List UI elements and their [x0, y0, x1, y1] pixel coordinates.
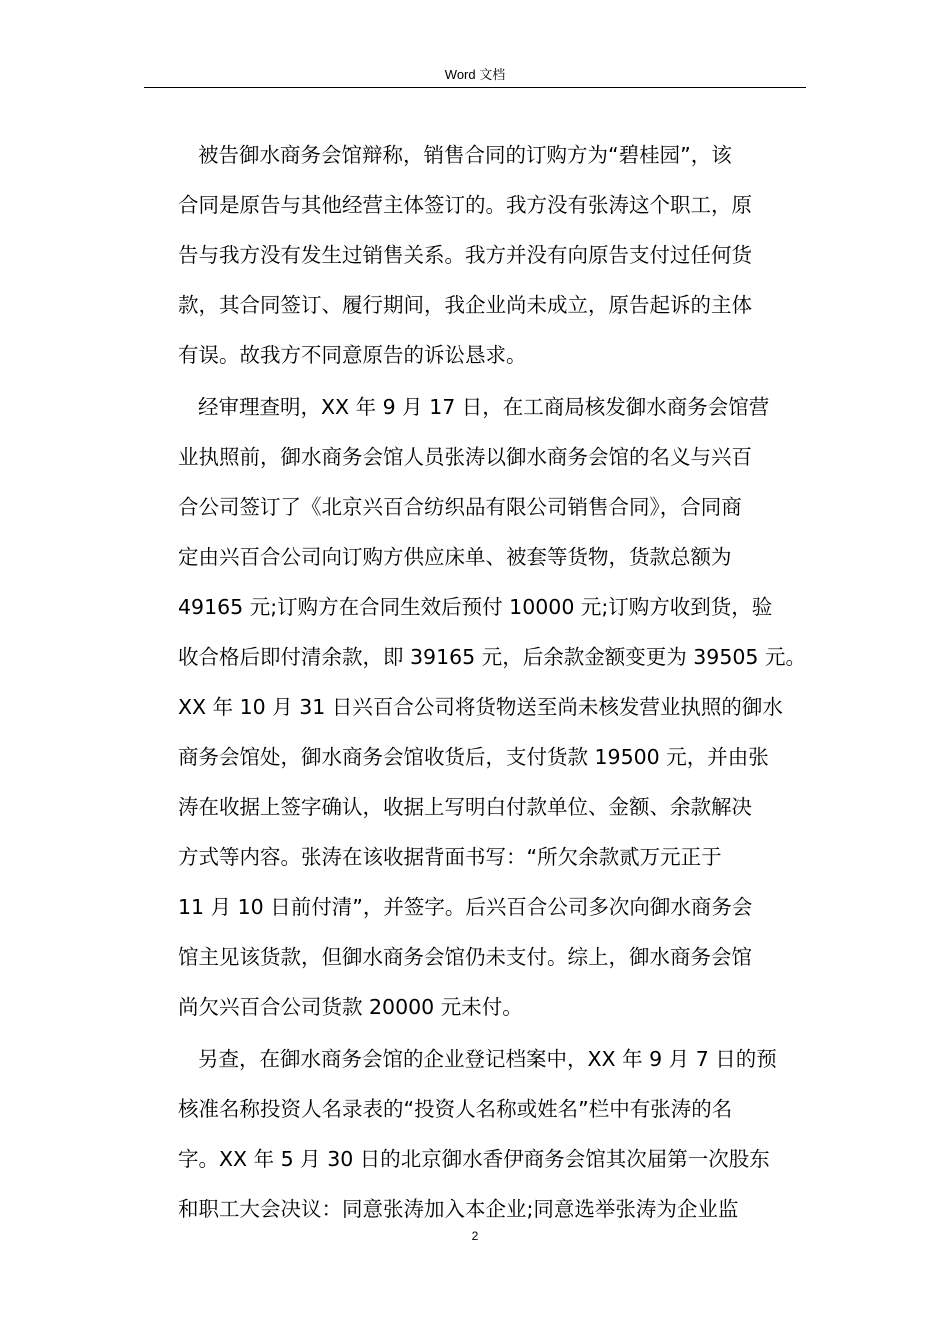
paragraph-findings — [178, 382, 806, 1032]
text-line: 有误。故我方不同意原告的诉讼恳求。 — [178, 343, 527, 367]
text-line: 收合格后即付清余款，即 39165 元，后余款金额变更为 39505 元。 — [178, 645, 806, 669]
text-line: 涛在收据上签字确认，收据上写明白付款单位、金额、余款解决 — [178, 795, 752, 819]
text-line: 经审理查明，XX 年 9 月 17 日，在工商局核发御水商务会馆营 — [198, 395, 770, 419]
paragraph-additional-findings — [178, 1034, 778, 1234]
text-line: 和职工大会决议：同意张涛加入本企业;同意选举张涛为企业监 — [178, 1197, 739, 1221]
text-line: 方式等内容。张涛在该收据背面书写：“所欠余款贰万元正于 — [178, 845, 722, 869]
text-line: 合同是原告与其他经营主体签订的。我方没有张涛这个职工，原 — [178, 193, 752, 217]
text-line: 定由兴百合公司向订购方供应床单、被套等货物，货款总额为 — [178, 545, 732, 569]
document-body — [178, 130, 806, 1236]
text-line: 被告御水商务会馆辩称，销售合同的订购方为“碧桂园”，该 — [198, 143, 732, 167]
text-line: 尚欠兴百合公司货款 20000 元未付。 — [178, 995, 523, 1019]
text-line: 字。XX 年 5 月 30 日的北京御水香伊商务会馆其次届第一次股东 — [178, 1147, 770, 1171]
header-rule — [144, 87, 806, 88]
text-line: 核准名称投资人名录表的“投资人名称或姓名”栏中有张涛的名 — [178, 1097, 733, 1121]
text-line: 商务会馆处，御水商务会馆收货后，支付货款 19500 元，并由张 — [178, 745, 769, 769]
text-line: 11 月 10 日前付清”，并签字。后兴百合公司多次向御水商务会 — [178, 895, 753, 919]
paragraph-defendant-statement — [178, 130, 778, 380]
text-line: 49165 元;订购方在合同生效后预付 10000 元;订购方收到货，验 — [178, 595, 773, 619]
text-line: XX 年 10 月 31 日兴百合公司将货物送至尚未核发营业执照的御水 — [178, 695, 783, 719]
text-line: 另查，在御水商务会馆的企业登记档案中，XX 年 9 月 7 日的预 — [198, 1047, 777, 1071]
text-line: 馆主见该货款，但御水商务会馆仍未支付。综上，御水商务会馆 — [178, 945, 752, 969]
text-line: 告与我方没有发生过销售关系。我方并没有向原告支付过任何货 — [178, 243, 752, 267]
text-line: 合公司签订了《北京兴百合纺织品有限公司销售合同》，合同商 — [178, 495, 742, 519]
page-number: 2 — [471, 1229, 479, 1243]
text-line: 款，其合同签订、履行期间，我企业尚未成立，原告起诉的主体 — [178, 293, 752, 317]
text-line: 业执照前，御水商务会馆人员张涛以御水商务会馆的名义与兴百 — [178, 445, 752, 469]
page-header: Word 文档 — [444, 67, 506, 82]
